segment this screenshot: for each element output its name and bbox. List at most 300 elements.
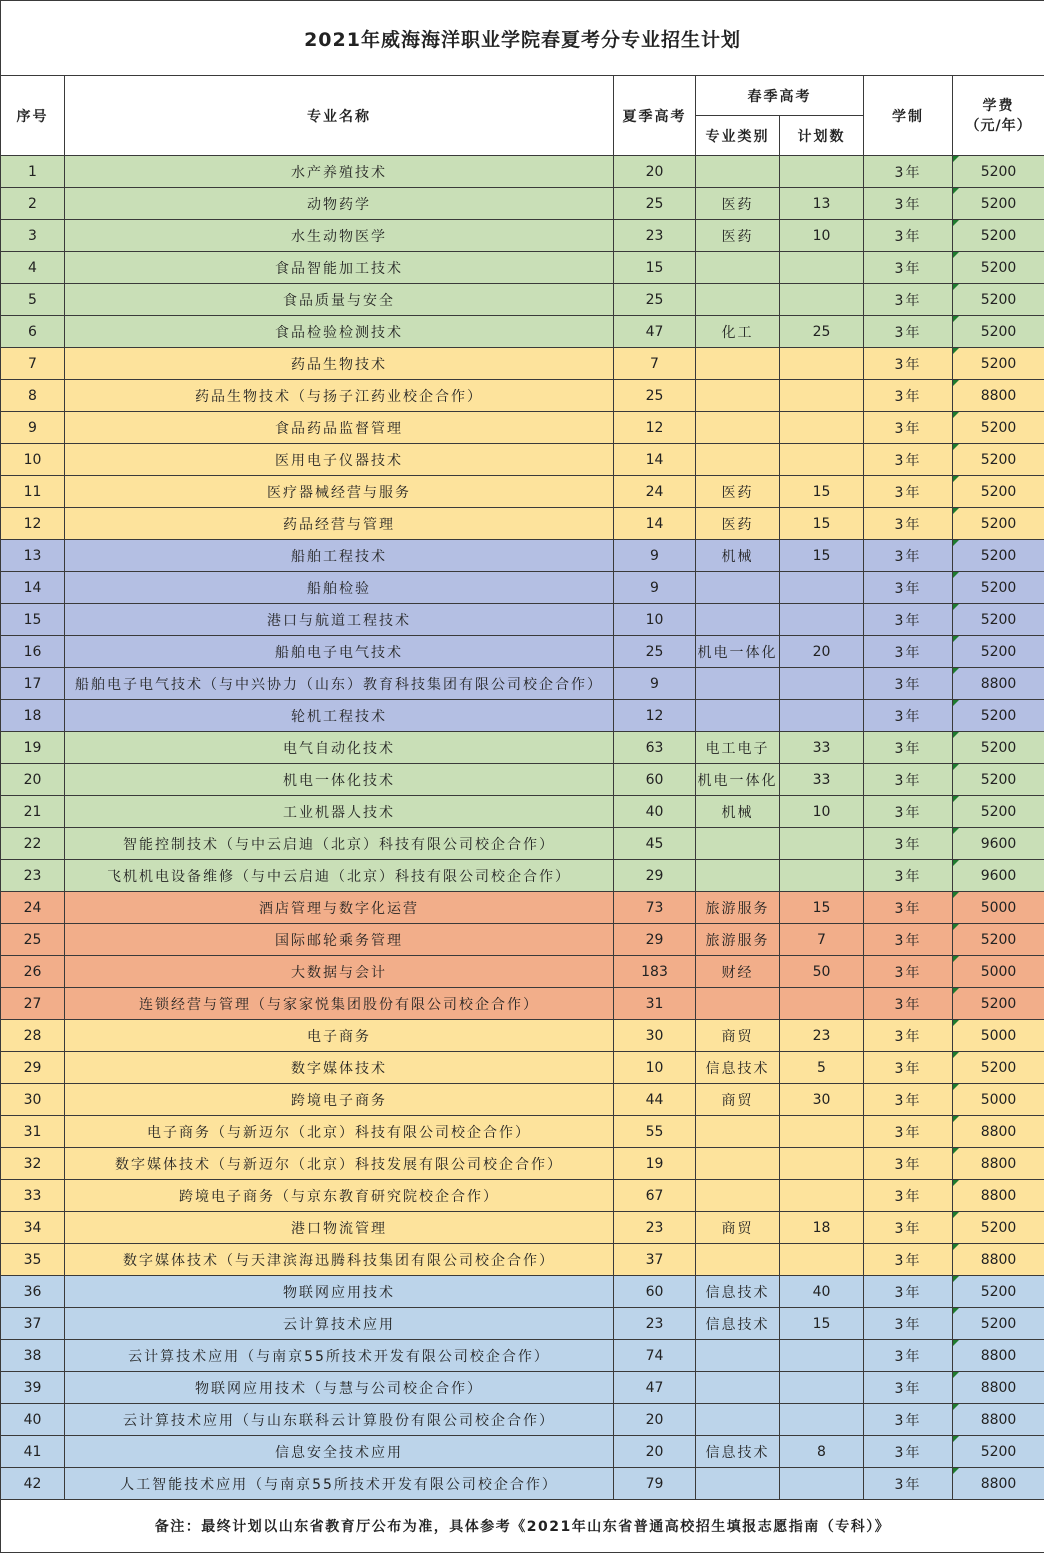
cell-tuition: 5200 [953,604,1044,636]
cell-duration: 3年 [864,1180,953,1212]
cell-major-name: 医用电子仪器技术 [65,444,614,476]
cell-seq: 36 [1,1276,65,1308]
cell-major-name: 电气自动化技术 [65,732,614,764]
cell-duration: 3年 [864,252,953,284]
cell-spring-category [696,348,780,380]
cell-spring-plan: 25 [780,316,864,348]
cell-spring-category [696,700,780,732]
cell-major-name: 水产养殖技术 [65,156,614,188]
cell-tuition: 5200 [953,444,1044,476]
cell-tuition: 8800 [953,1244,1044,1276]
cell-spring-plan [780,380,864,412]
cell-summer-plan: 7 [614,348,696,380]
cell-duration: 3年 [864,668,953,700]
cell-spring-category [696,828,780,860]
cell-major-name: 医疗器械经营与服务 [65,476,614,508]
cell-summer-plan: 79 [614,1468,696,1500]
cell-spring-category: 机械 [696,796,780,828]
cell-spring-plan: 15 [780,476,864,508]
cell-summer-plan: 55 [614,1116,696,1148]
cell-summer-plan: 19 [614,1148,696,1180]
cell-summer-plan: 23 [614,220,696,252]
cell-duration: 3年 [864,700,953,732]
cell-spring-category: 电工电子 [696,732,780,764]
cell-seq: 12 [1,508,65,540]
cell-seq: 20 [1,764,65,796]
cell-spring-category [696,252,780,284]
cell-tuition: 5200 [953,1308,1044,1340]
table-row [1,540,1044,572]
cell-duration: 3年 [864,1116,953,1148]
cell-spring-plan [780,1244,864,1276]
table-row [1,668,1044,700]
table-row [1,1404,1044,1436]
cell-seq: 3 [1,220,65,252]
cell-spring-category: 机电一体化 [696,764,780,796]
table-row [1,380,1044,412]
cell-tuition: 9600 [953,860,1044,892]
cell-spring-category: 商贸 [696,1212,780,1244]
table-row [1,572,1044,604]
header-major-name: 专业名称 [65,76,614,156]
cell-tuition: 8800 [953,1340,1044,1372]
table-row [1,1468,1044,1500]
cell-major-name: 智能控制技术（与中云启迪（北京）科技有限公司校企合作） [65,828,614,860]
cell-duration: 3年 [864,380,953,412]
cell-summer-plan: 37 [614,1244,696,1276]
cell-spring-plan [780,668,864,700]
table-row [1,156,1044,188]
cell-major-name: 食品检验检测技术 [65,316,614,348]
header-summer-exam: 夏季高考 [614,76,696,156]
cell-spring-category [696,860,780,892]
cell-summer-plan: 47 [614,316,696,348]
cell-tuition: 5200 [953,156,1044,188]
cell-summer-plan: 40 [614,796,696,828]
cell-seq: 17 [1,668,65,700]
cell-tuition: 5200 [953,1052,1044,1084]
cell-spring-plan: 15 [780,508,864,540]
cell-major-name: 船舶电子电气技术（与中兴协力（山东）教育科技集团有限公司校企合作） [65,668,614,700]
cell-seq: 9 [1,412,65,444]
cell-spring-plan: 8 [780,1436,864,1468]
cell-seq: 2 [1,188,65,220]
cell-tuition: 5200 [953,540,1044,572]
header-spring-plan: 计划数 [780,116,864,156]
table-row [1,988,1044,1020]
cell-spring-plan [780,284,864,316]
cell-summer-plan: 20 [614,156,696,188]
cell-duration: 3年 [864,860,953,892]
cell-tuition: 8800 [953,1180,1044,1212]
cell-tuition: 5200 [953,1212,1044,1244]
cell-spring-plan: 15 [780,892,864,924]
cell-spring-plan [780,860,864,892]
table-row [1,764,1044,796]
table-row [1,860,1044,892]
cell-spring-plan: 40 [780,1276,864,1308]
header-tuition-line2: （元/年） [965,117,1032,134]
cell-spring-plan [780,1372,864,1404]
cell-tuition: 5200 [953,732,1044,764]
cell-major-name: 电子商务（与新迈尔（北京）科技有限公司校企合作） [65,1116,614,1148]
cell-spring-category: 化工 [696,316,780,348]
cell-major-name: 云计算技术应用（与南京55所技术开发有限公司校企合作） [65,1340,614,1372]
cell-summer-plan: 63 [614,732,696,764]
cell-tuition: 5000 [953,956,1044,988]
cell-tuition: 5200 [953,988,1044,1020]
cell-duration: 3年 [864,188,953,220]
cell-major-name: 药品经营与管理 [65,508,614,540]
cell-spring-plan [780,1404,864,1436]
cell-summer-plan: 74 [614,1340,696,1372]
cell-tuition: 5200 [953,284,1044,316]
cell-spring-category [696,604,780,636]
cell-spring-category: 商贸 [696,1084,780,1116]
table-row [1,1148,1044,1180]
table-title: 2021年威海海洋职业学院春夏考分专业招生计划 [1,1,1044,76]
cell-summer-plan: 10 [614,604,696,636]
cell-major-name: 船舶电子电气技术 [65,636,614,668]
cell-spring-plan: 10 [780,796,864,828]
cell-major-name: 食品智能加工技术 [65,252,614,284]
cell-spring-plan [780,1116,864,1148]
cell-tuition: 5200 [953,1276,1044,1308]
table-row [1,1052,1044,1084]
cell-major-name: 港口物流管理 [65,1212,614,1244]
cell-summer-plan: 14 [614,444,696,476]
cell-duration: 3年 [864,1084,953,1116]
cell-duration: 3年 [864,1244,953,1276]
header-spring-exam: 春季高考 [696,76,864,116]
cell-spring-category: 旅游服务 [696,924,780,956]
cell-summer-plan: 67 [614,1180,696,1212]
cell-summer-plan: 23 [614,1212,696,1244]
cell-seq: 24 [1,892,65,924]
cell-duration: 3年 [864,1020,953,1052]
cell-spring-plan [780,1468,864,1500]
cell-tuition: 5200 [953,188,1044,220]
cell-spring-plan: 7 [780,924,864,956]
cell-tuition: 5200 [953,220,1044,252]
table-row [1,252,1044,284]
cell-spring-plan: 20 [780,636,864,668]
table-row [1,1020,1044,1052]
cell-spring-category [696,380,780,412]
cell-tuition: 9600 [953,828,1044,860]
cell-seq: 21 [1,796,65,828]
cell-seq: 7 [1,348,65,380]
cell-seq: 10 [1,444,65,476]
cell-summer-plan: 25 [614,188,696,220]
cell-tuition: 5200 [953,572,1044,604]
cell-duration: 3年 [864,1148,953,1180]
cell-summer-plan: 47 [614,1372,696,1404]
cell-major-name: 动物药学 [65,188,614,220]
cell-summer-plan: 25 [614,380,696,412]
cell-tuition: 8800 [953,1404,1044,1436]
cell-tuition: 5200 [953,412,1044,444]
cell-duration: 3年 [864,604,953,636]
cell-spring-category: 财经 [696,956,780,988]
cell-summer-plan: 30 [614,1020,696,1052]
cell-spring-category: 医药 [696,220,780,252]
cell-major-name: 国际邮轮乘务管理 [65,924,614,956]
cell-summer-plan: 20 [614,1436,696,1468]
cell-major-name: 药品生物技术 [65,348,614,380]
table-row [1,1212,1044,1244]
cell-major-name: 酒店管理与数字化运营 [65,892,614,924]
cell-seq: 26 [1,956,65,988]
cell-seq: 38 [1,1340,65,1372]
cell-seq: 29 [1,1052,65,1084]
table-row [1,828,1044,860]
cell-duration: 3年 [864,1308,953,1340]
cell-spring-plan: 5 [780,1052,864,1084]
cell-seq: 30 [1,1084,65,1116]
table-row [1,636,1044,668]
cell-spring-category: 信息技术 [696,1436,780,1468]
cell-spring-plan: 33 [780,764,864,796]
cell-spring-plan: 18 [780,1212,864,1244]
cell-tuition: 5200 [953,252,1044,284]
cell-major-name: 水生动物医学 [65,220,614,252]
cell-seq: 41 [1,1436,65,1468]
cell-summer-plan: 12 [614,700,696,732]
cell-major-name: 数字媒体技术（与天津滨海迅腾科技集团有限公司校企合作） [65,1244,614,1276]
cell-summer-plan: 23 [614,1308,696,1340]
cell-major-name: 云计算技术应用 [65,1308,614,1340]
cell-tuition: 5000 [953,1020,1044,1052]
cell-major-name: 云计算技术应用（与山东联科云计算股份有限公司校企合作） [65,1404,614,1436]
cell-tuition: 5200 [953,700,1044,732]
table-row [1,1436,1044,1468]
cell-tuition: 8800 [953,380,1044,412]
cell-spring-category [696,1148,780,1180]
cell-spring-category: 医药 [696,476,780,508]
cell-tuition: 8800 [953,1116,1044,1148]
table-row [1,1308,1044,1340]
cell-spring-category [696,412,780,444]
table-row [1,508,1044,540]
cell-summer-plan: 25 [614,284,696,316]
cell-seq: 40 [1,1404,65,1436]
cell-major-name: 船舶工程技术 [65,540,614,572]
cell-spring-category: 医药 [696,508,780,540]
table-row [1,348,1044,380]
cell-summer-plan: 44 [614,1084,696,1116]
cell-spring-plan: 13 [780,188,864,220]
cell-spring-plan [780,412,864,444]
cell-duration: 3年 [864,1468,953,1500]
cell-spring-plan [780,828,864,860]
header-spring-category: 专业类别 [696,116,780,156]
table-row [1,316,1044,348]
header-tuition [953,76,1044,156]
cell-duration: 3年 [864,924,953,956]
cell-spring-plan [780,572,864,604]
cell-summer-plan: 29 [614,860,696,892]
cell-major-name: 信息安全技术应用 [65,1436,614,1468]
cell-spring-plan [780,348,864,380]
cell-seq: 27 [1,988,65,1020]
cell-duration: 3年 [864,1436,953,1468]
cell-spring-category: 机电一体化 [696,636,780,668]
cell-spring-category [696,1404,780,1436]
table-row [1,188,1044,220]
cell-seq: 14 [1,572,65,604]
cell-spring-category: 医药 [696,188,780,220]
cell-spring-category [696,1180,780,1212]
header-tuition-line1: 学费 [982,97,1015,114]
table-row [1,796,1044,828]
cell-seq: 16 [1,636,65,668]
cell-seq: 5 [1,284,65,316]
cell-duration: 3年 [864,1212,953,1244]
cell-tuition: 8800 [953,1372,1044,1404]
cell-spring-category [696,1116,780,1148]
cell-tuition: 5200 [953,796,1044,828]
cell-seq: 37 [1,1308,65,1340]
table-row [1,700,1044,732]
footnote: 备注：最终计划以山东省教育厅公布为准，具体参考《2021年山东省普通高校招生填报志愿指南（专科）》 [1,1500,1044,1553]
cell-spring-category: 旅游服务 [696,892,780,924]
cell-major-name: 药品生物技术（与扬子江药业校企合作） [65,380,614,412]
cell-major-name: 物联网应用技术（与慧与公司校企合作） [65,1372,614,1404]
table-row [1,1340,1044,1372]
cell-spring-plan: 15 [780,1308,864,1340]
cell-summer-plan: 24 [614,476,696,508]
cell-duration: 3年 [864,796,953,828]
cell-duration: 3年 [864,444,953,476]
cell-spring-plan [780,444,864,476]
cell-seq: 8 [1,380,65,412]
cell-summer-plan: 45 [614,828,696,860]
cell-major-name: 连锁经营与管理（与家家悦集团股份有限公司校企合作） [65,988,614,1020]
cell-seq: 11 [1,476,65,508]
cell-spring-plan [780,156,864,188]
cell-seq: 32 [1,1148,65,1180]
cell-seq: 23 [1,860,65,892]
cell-tuition: 8800 [953,1148,1044,1180]
cell-seq: 22 [1,828,65,860]
cell-spring-category [696,988,780,1020]
cell-seq: 19 [1,732,65,764]
table-row [1,732,1044,764]
table-row [1,444,1044,476]
cell-tuition: 8800 [953,1468,1044,1500]
cell-spring-plan [780,1148,864,1180]
cell-spring-plan: 10 [780,220,864,252]
cell-tuition: 5200 [953,508,1044,540]
cell-duration: 3年 [864,828,953,860]
cell-major-name: 电子商务 [65,1020,614,1052]
cell-spring-plan: 50 [780,956,864,988]
table-row [1,1084,1044,1116]
cell-spring-category [696,1340,780,1372]
table-row [1,604,1044,636]
cell-duration: 3年 [864,156,953,188]
cell-summer-plan: 29 [614,924,696,956]
table-row [1,956,1044,988]
cell-tuition: 5200 [953,636,1044,668]
cell-spring-plan: 15 [780,540,864,572]
cell-spring-plan [780,604,864,636]
table-row [1,892,1044,924]
table-row [1,1372,1044,1404]
cell-major-name: 大数据与会计 [65,956,614,988]
cell-spring-category [696,668,780,700]
cell-duration: 3年 [864,1404,953,1436]
header-duration: 学制 [864,76,953,156]
cell-seq: 42 [1,1468,65,1500]
cell-duration: 3年 [864,540,953,572]
cell-spring-category [696,156,780,188]
cell-duration: 3年 [864,956,953,988]
cell-seq: 1 [1,156,65,188]
cell-duration: 3年 [864,636,953,668]
cell-seq: 35 [1,1244,65,1276]
cell-seq: 6 [1,316,65,348]
cell-tuition: 5000 [953,1084,1044,1116]
cell-duration: 3年 [864,572,953,604]
cell-seq: 33 [1,1180,65,1212]
cell-summer-plan: 14 [614,508,696,540]
cell-major-name: 轮机工程技术 [65,700,614,732]
cell-tuition: 5000 [953,892,1044,924]
cell-seq: 15 [1,604,65,636]
cell-major-name: 船舶检验 [65,572,614,604]
cell-summer-plan: 10 [614,1052,696,1084]
cell-spring-plan: 23 [780,1020,864,1052]
cell-summer-plan: 15 [614,252,696,284]
cell-spring-category: 商贸 [696,1020,780,1052]
cell-duration: 3年 [864,1276,953,1308]
cell-tuition: 5200 [953,316,1044,348]
cell-spring-category [696,1468,780,1500]
cell-seq: 28 [1,1020,65,1052]
cell-tuition: 5200 [953,764,1044,796]
cell-seq: 39 [1,1372,65,1404]
cell-tuition: 5200 [953,348,1044,380]
cell-major-name: 飞机机电设备维修（与中云启迪（北京）科技有限公司校企合作） [65,860,614,892]
cell-duration: 3年 [864,892,953,924]
cell-tuition: 8800 [953,668,1044,700]
table-body [1,156,1044,1500]
cell-spring-category [696,1244,780,1276]
cell-seq: 13 [1,540,65,572]
cell-duration: 3年 [864,284,953,316]
cell-duration: 3年 [864,1052,953,1084]
table-row [1,412,1044,444]
table-row [1,1244,1044,1276]
cell-tuition: 5200 [953,476,1044,508]
cell-duration: 3年 [864,1340,953,1372]
table-row [1,284,1044,316]
cell-summer-plan: 60 [614,764,696,796]
cell-duration: 3年 [864,412,953,444]
cell-major-name: 跨境电子商务 [65,1084,614,1116]
cell-duration: 3年 [864,764,953,796]
table-row [1,220,1044,252]
cell-summer-plan: 60 [614,1276,696,1308]
cell-major-name: 食品质量与安全 [65,284,614,316]
cell-summer-plan: 9 [614,668,696,700]
cell-duration: 3年 [864,988,953,1020]
cell-seq: 18 [1,700,65,732]
cell-spring-plan [780,988,864,1020]
cell-spring-category: 信息技术 [696,1052,780,1084]
